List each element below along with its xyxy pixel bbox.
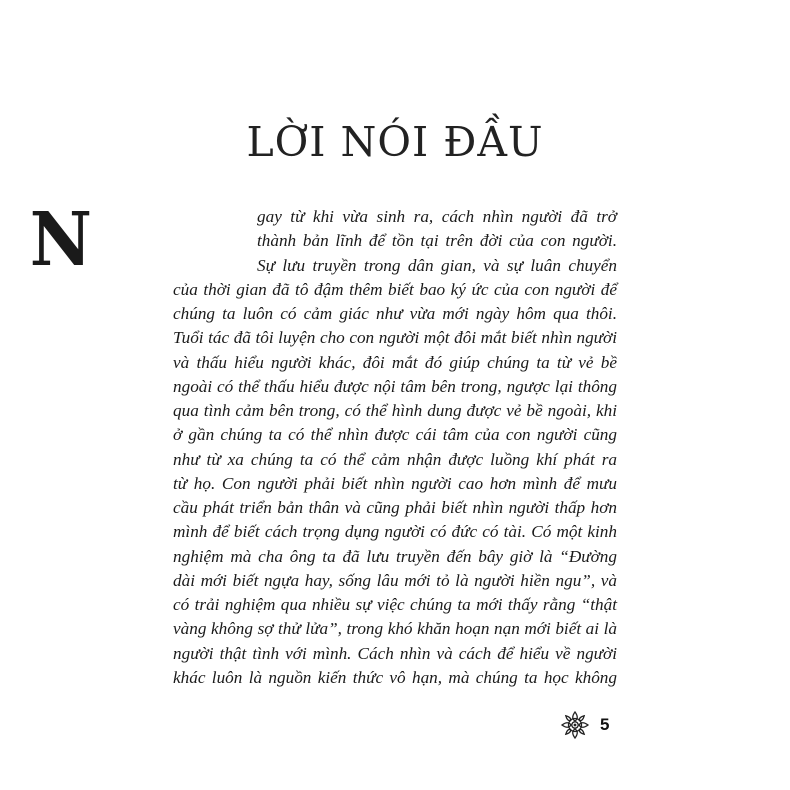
text-line: ở gần chúng ta có thể nhìn được cái tâm của con người cũng bbox=[173, 425, 617, 445]
text-line: nghiệm mà cha ông ta đã lưu truyền đến bây giờ là “Đường bbox=[173, 546, 617, 566]
text-line: Sự lưu truyền trong dân gian, và sự luân chuyển bbox=[257, 255, 617, 275]
text-line: và thấu hiểu người khác, đôi mắt đó giúp chúng ta từ vẻ bề bbox=[173, 352, 617, 372]
page-footer bbox=[560, 708, 609, 742]
drop-cap: N bbox=[29, 197, 92, 283]
text-line: qua tình cảm bên trong, có thể hình dung được vẻ bề ngoài, khi bbox=[173, 401, 617, 420]
text-line: người thật tình với mình. Cách nhìn và cách để hiểu về người bbox=[173, 643, 617, 663]
text-line: như từ xa chúng ta có thể cảm nhận được luồng khí phát ra bbox=[173, 449, 617, 469]
text-line: thành bản lĩnh để tồn tại trên đời của con người. bbox=[257, 231, 617, 251]
text-line: Tuổi tác đã tôi luyện cho con người một đôi mắt biết nhìn người bbox=[173, 328, 617, 348]
text-line: mình để biết cách trọng dụng người có đức có tài. Có một kinh bbox=[173, 522, 617, 542]
text-line: dài mới biết ngựa hay, sống lâu mới tỏ là người hiền ngu”, và bbox=[173, 570, 617, 590]
page-title: LỜI NÓI ĐẦU bbox=[246, 118, 544, 166]
text-line: vàng không sợ thử lửa”, trong khó khăn hoạn nạn mới biết ai là bbox=[173, 619, 617, 639]
text-line: khác luôn là nguồn kiến thức vô hạn, mà chúng ta học không bbox=[173, 667, 617, 687]
text-line: từ họ. Con người phải biết nhìn người cao hơn mình để mưu bbox=[173, 473, 617, 493]
text-line: ngoài có thể thấu hiểu được nội tâm bên trong, ngược lại thông bbox=[173, 376, 617, 396]
text-line: của thời gian đã tô đậm thêm biết bao ký ức của con người để bbox=[173, 279, 617, 299]
text-line: gay từ khi vừa sinh ra, cách nhìn người đã trở bbox=[257, 207, 617, 226]
body-text bbox=[173, 205, 617, 690]
flower-ornament-icon bbox=[560, 710, 590, 740]
text-line: chúng ta luôn có cảm giác như vừa mới ngày hôm qua thôi. bbox=[173, 304, 617, 323]
text-line: cầu phát triển bản thân và cũng phải biết nhìn người thấp hơn bbox=[173, 498, 617, 517]
text-line: có trải nghiệm qua nhiều sự việc chúng ta mới thấy rằng “thật bbox=[173, 595, 617, 614]
page-number: 5 bbox=[600, 715, 610, 734]
